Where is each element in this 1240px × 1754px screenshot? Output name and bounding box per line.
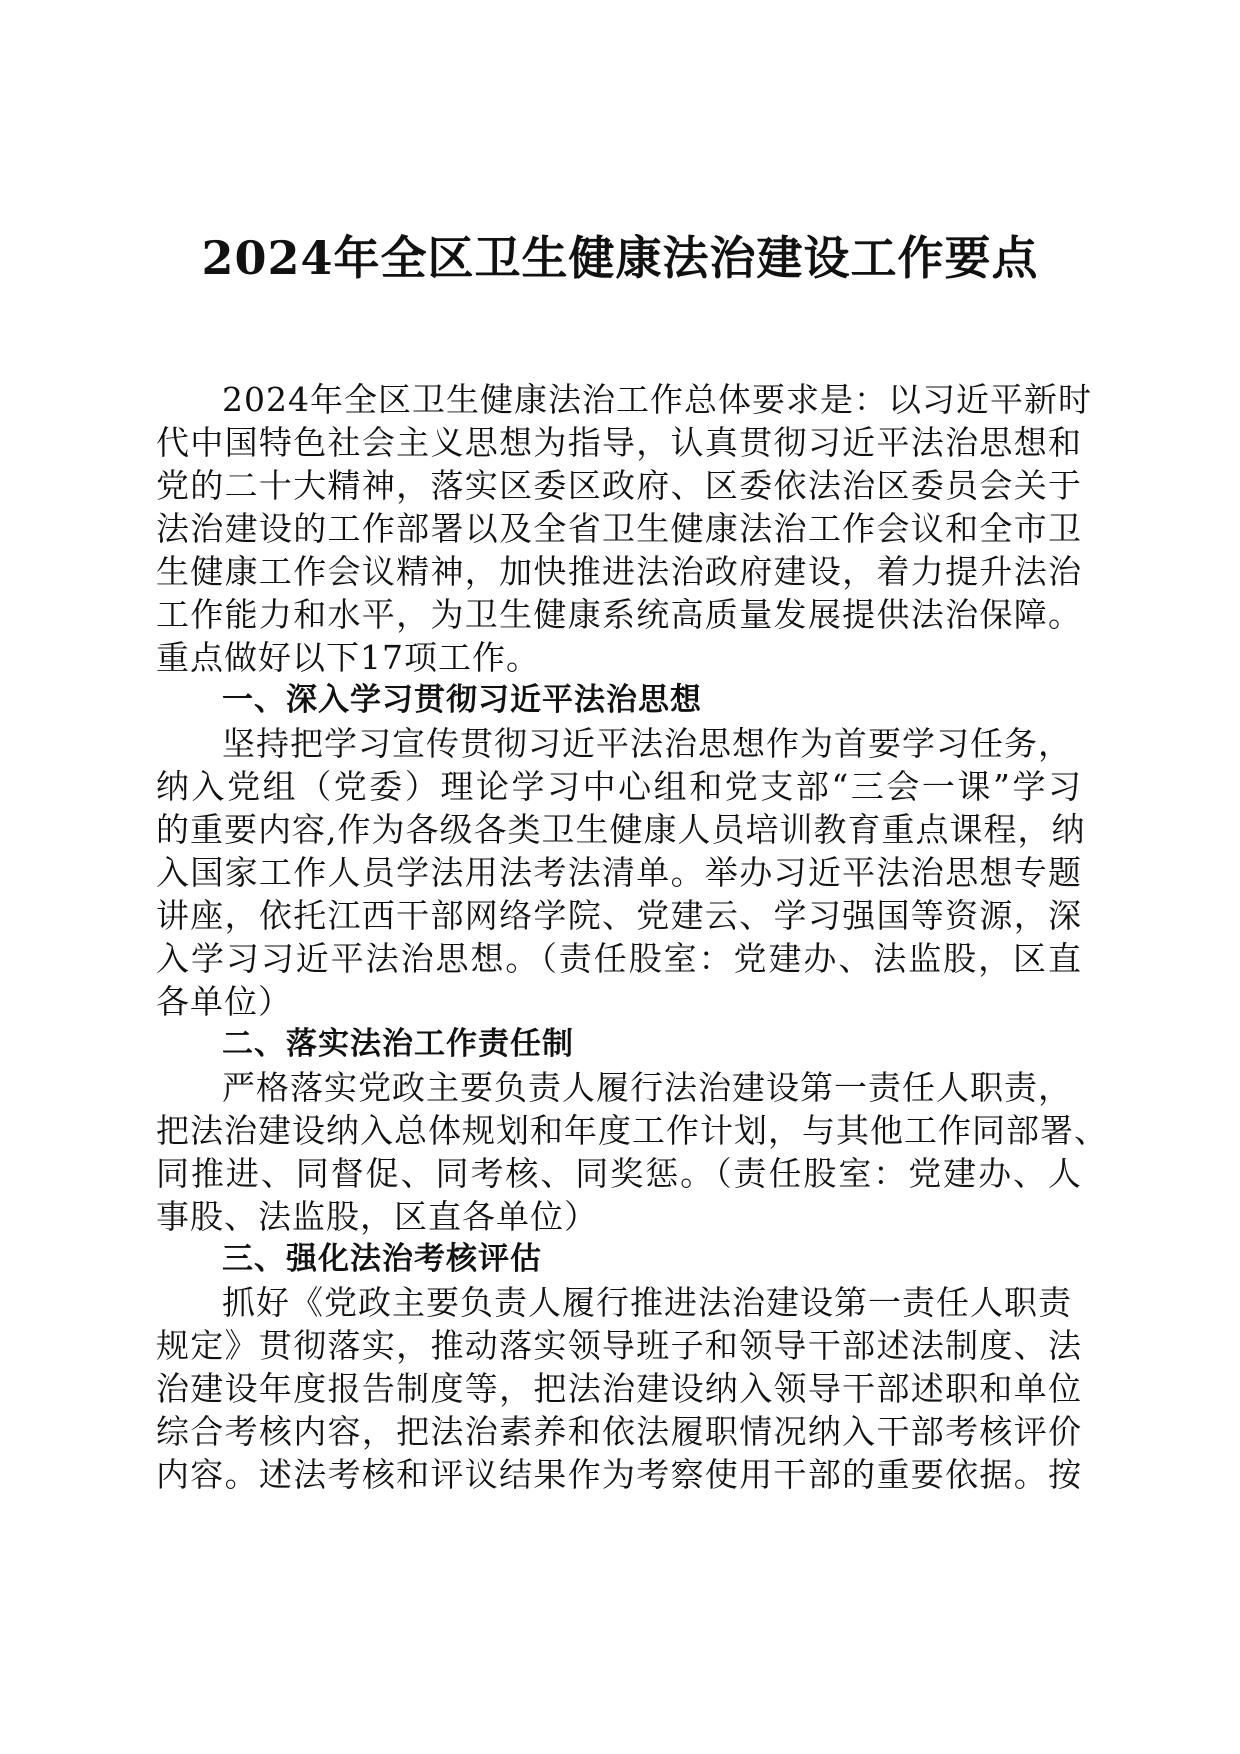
text-line: 工作能力和水平，为卫生健康系统高质量发展提供法治保障。: [156, 595, 1082, 634]
text-line: 各单位）: [156, 982, 292, 1021]
text-line: 入学习习近平法治思想。（责任股室：党建办、法监股，区直: [156, 939, 1082, 978]
document-body: [156, 378, 1108, 1496]
document-title: 2024年全区卫生健康法治建设工作要点: [201, 231, 1039, 285]
section-heading-1: 一、深入学习贯彻习近平法治思想: [222, 682, 702, 718]
text-line: 入国家工作人员学法用法考法清单。举办习近平法治思想专题: [156, 853, 1082, 892]
text-line: 综合考核内容，把法治素养和依法履职情况纳入干部考核评价: [156, 1412, 1082, 1451]
text-line: 严格落实党政主要负责人履行法治建设第一责任人职责，: [222, 1068, 1072, 1107]
text-line: 同推进、同督促、同考核、同奖惩。（责任股室：党建办、人: [156, 1154, 1082, 1193]
text-line: 内容。述法考核和评议结果作为考察使用干部的重要依据。按: [156, 1455, 1082, 1494]
text-line: 规定》贯彻落实，推动落实领导班子和领导干部述法制度、法: [156, 1326, 1082, 1365]
text-line: 事股、法监股，区直各单位）: [156, 1197, 598, 1236]
text-line: 把法治建设纳入总体规划和年度工作计划，与其他工作同部署、: [156, 1111, 1108, 1150]
text-line: 重点做好以下17项工作。: [156, 638, 540, 677]
text-line: 讲座，依托江西干部网络学院、党建云、学习强国等资源，深: [156, 896, 1082, 935]
text-line: 抓好《党政主要负责人履行推进法治建设第一责任人职责: [222, 1283, 1072, 1322]
text-line: 党的二十大精神，落实区委区政府、区委依法治区委员会关于: [156, 466, 1082, 505]
section-heading-2: 二、落实法治工作责任制: [222, 1026, 574, 1062]
text-line: 生健康工作会议精神，加快推进法治政府建设，着力提升法治: [156, 552, 1082, 591]
text-line: 治建设年度报告制度等，把法治建设纳入领导干部述职和单位: [156, 1369, 1082, 1408]
text-line: 坚持把学习宣传贯彻习近平法治思想作为首要学习任务，: [222, 724, 1072, 763]
text-line: 法治建设的工作部署以及全省卫生健康法治工作会议和全市卫: [156, 509, 1082, 548]
text-line: 2024年全区卫生健康法治工作总体要求是：以习近平新时: [222, 380, 1092, 419]
text-line: 代中国特色社会主义思想为指导，认真贯彻习近平法治思想和: [156, 423, 1082, 462]
text-line: 的重要内容,作为各级各类卫生健康人员培训教育重点课程，纳: [156, 810, 1086, 849]
text-line: 纳入党组（党委）理论学习中心组和党支部“三会一课”学习: [156, 767, 1082, 806]
section-heading-3: 三、强化法治考核评估: [222, 1241, 542, 1277]
